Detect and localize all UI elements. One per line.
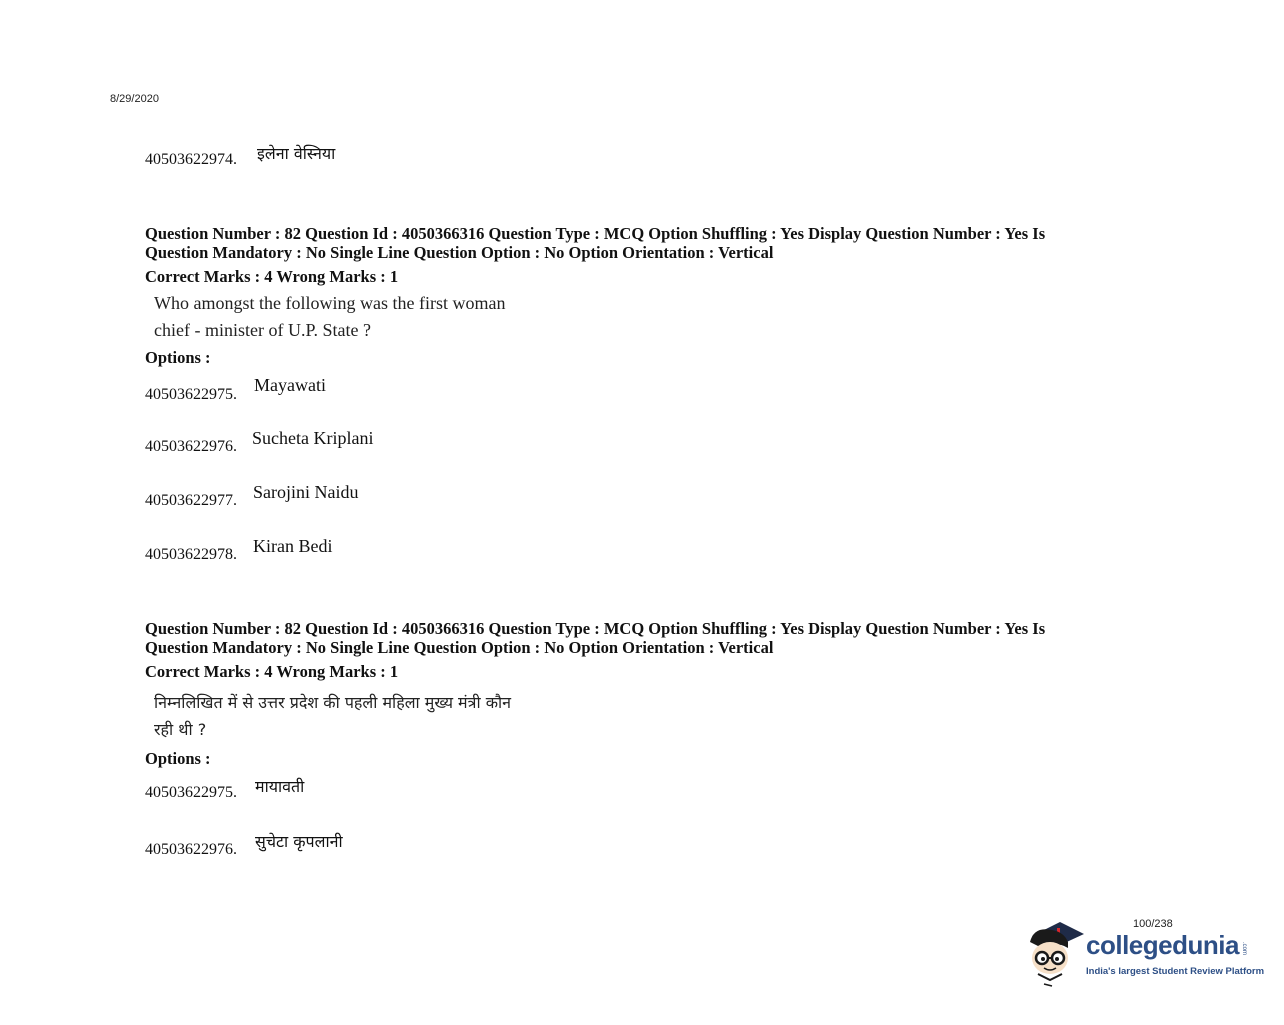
mascot-logo-icon	[1024, 918, 1086, 988]
option-text: Sarojini Naidu	[253, 482, 359, 502]
option-number: 40503622975.	[145, 386, 237, 403]
option-text: मायावती	[255, 777, 305, 796]
option-text: इलेना वेस्निया	[257, 144, 336, 163]
option-number: 40503622977.	[145, 492, 237, 509]
page-date: 8/29/2020	[110, 93, 159, 105]
question-marks: Correct Marks : 4 Wrong Marks : 1	[145, 662, 399, 681]
option-text: सुचेटा कृपलानी	[255, 832, 343, 851]
option-text: Sucheta Kriplani	[252, 428, 374, 448]
question-meta: Question Number : 82 Question Id : 4050366316 Question Type : MCQ Option Shuffling : Yes Display Question Number : Yes Is Question Mandatory : No Single Line Question Option : No Option Orientation : Vertical	[145, 619, 1046, 657]
option-number: 40503622976.	[145, 841, 237, 858]
question-text: Who amongst the following was the first woman chief - minister of U.P. State ?	[154, 293, 506, 340]
options-label: Options :	[145, 348, 211, 367]
option-number: 40503622975.	[145, 784, 237, 801]
options-label: Options :	[145, 749, 211, 768]
brand-suffix: .com	[1241, 942, 1247, 956]
option-number: 40503622978.	[145, 546, 237, 563]
question-marks: Correct Marks : 4 Wrong Marks : 1	[145, 267, 399, 286]
brand-name: collegedunia	[1086, 930, 1239, 960]
question-text: निम्नलिखित में से उत्तर प्रदेश की पहली महिला मुख्य मंत्री कौन रही थी ?	[154, 693, 512, 739]
question-meta: Question Number : 82 Question Id : 4050366316 Question Type : MCQ Option Shuffling : Yes Display Question Number : Yes Is Question Mandatory : No Single Line Question Option : No Option Orientation : Vertical	[145, 224, 1046, 262]
option-number: 40503622976.	[145, 438, 237, 455]
option-number: 40503622974.	[145, 151, 237, 168]
option-text: Mayawati	[254, 375, 326, 395]
brand-tagline: India's largest Student Review Platform	[1086, 966, 1265, 977]
option-text: Kiran Bedi	[253, 536, 333, 556]
page-number: 100/238	[1133, 918, 1173, 930]
